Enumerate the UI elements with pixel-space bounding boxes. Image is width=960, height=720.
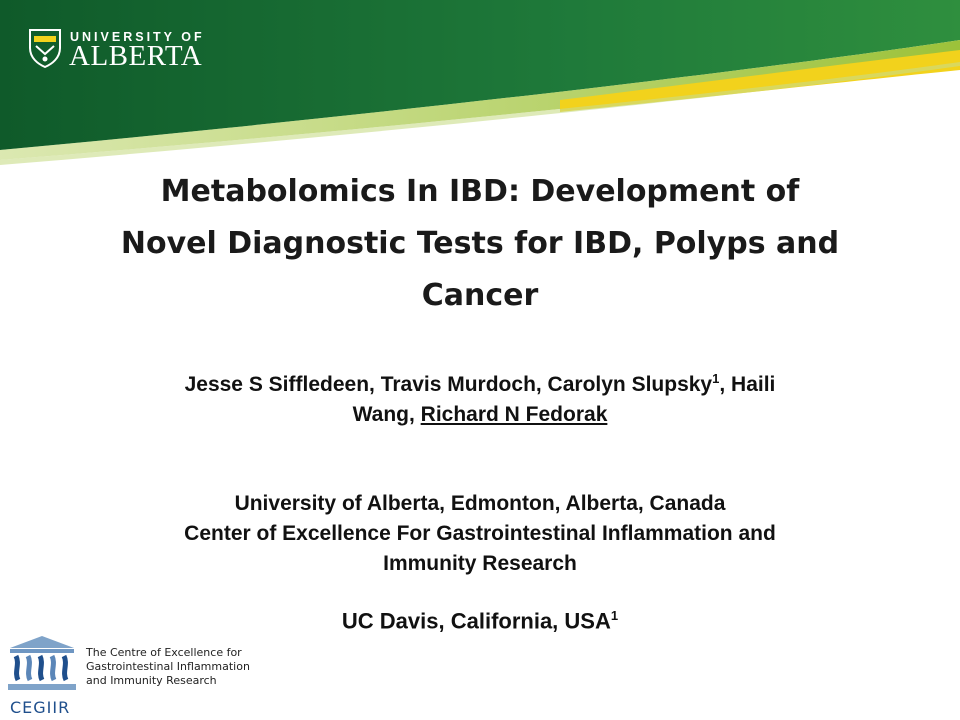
affiliation-2-marker: 1 <box>610 608 619 623</box>
affiliation-secondary <box>60 601 900 636</box>
logo-university-of: UNIVERSITY OF <box>70 30 205 44</box>
presenting-author: Richard N Fedorak <box>420 403 608 426</box>
cegiir-logo[interactable] <box>6 634 266 718</box>
slide-title <box>90 166 870 322</box>
ua-shield-icon <box>28 28 62 68</box>
title-line-2: Novel Diagnostic Tests for IBD, Polyps and <box>120 226 840 261</box>
affiliation-2-text: UC Davis, California, USA <box>341 608 611 634</box>
affiliation-line-3: Immunity Research <box>383 552 577 575</box>
logo-alberta: ALBERTA <box>69 40 203 72</box>
affiliation-line-1: University of Alberta, Edmonton, Alberta, Canada <box>234 492 726 515</box>
authors-part-3: Wang, <box>352 403 421 426</box>
title-line-3: Cancer <box>421 278 539 313</box>
author-list <box>60 364 900 430</box>
header-wave-graphic <box>0 0 960 175</box>
cegiir-text-line-2: Gastrointestinal Inflammation <box>86 660 250 673</box>
columns-logo-icon <box>6 634 78 694</box>
title-line-1: Metabolomics In IBD: Development of <box>160 174 800 209</box>
header-banner <box>0 0 960 175</box>
affiliation-marker: 1 <box>712 371 720 386</box>
authors-part-2: , Haili <box>719 373 776 396</box>
university-of-alberta-logo[interactable] <box>28 28 208 72</box>
authors-part-1: Jesse S Siffledeen, Travis Murdoch, Carolyn Slupsky <box>184 373 713 396</box>
cegiir-text-line-1: The Centre of Excellence for <box>86 646 242 659</box>
cegiir-description <box>86 646 256 688</box>
cegiir-name: CEGIIR <box>10 698 71 717</box>
cegiir-text-line-3: and Immunity Research <box>86 674 217 687</box>
affiliation-line-2: Center of Excellence For Gastrointestinal Inflammation and <box>184 522 776 545</box>
affiliation-primary <box>60 489 900 579</box>
